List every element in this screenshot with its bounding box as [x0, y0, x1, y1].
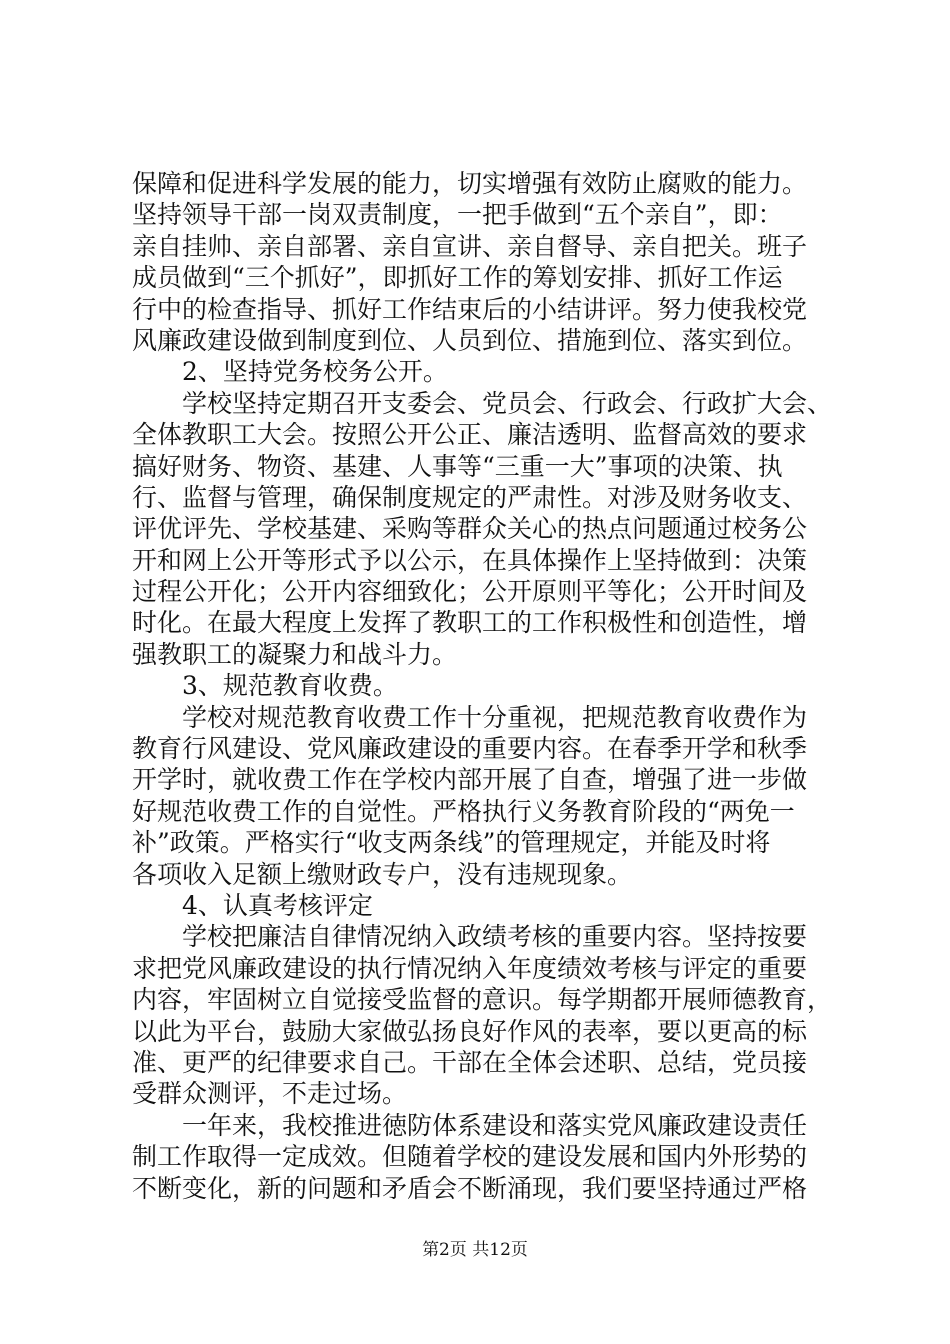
page-number-footer: 第2页 共12页	[422, 1240, 528, 1260]
text-line: 评优评先、学校基建、采购等群众关心的热点问题通过校务公	[132, 514, 808, 544]
text-line: 成员做到“三个抓好”，即抓好工作的筹划安排、抓好工作运	[132, 263, 783, 293]
document-body	[132, 168, 832, 1204]
text-line: 好规范收费工作的自觉性。严格执行义务教育阶段的“两免一	[132, 796, 795, 826]
text-line: 3、规范教育收费。	[182, 671, 398, 701]
text-line: 一年来，我校推进徳防体系建设和落实党风廉政建设责任	[182, 1110, 808, 1140]
text-line: 开和网上公开等形式予以公示，在具体操作上坚持做到：决策	[132, 545, 808, 575]
text-line: 时化。在最大程度上发挥了教职工的工作积极性和创造性，增	[132, 608, 808, 638]
text-line: 补”政策。严格实行“收支两条线”的管理规定，并能及时将	[132, 828, 771, 858]
text-line: 过程公开化；公开内容细致化；公开原则平等化；公开时间及	[132, 577, 808, 607]
text-line: 全体教职工大会。按照公开公正、廉洁透明、监督高效的要求	[132, 420, 808, 450]
text-line: 亲自挂帅、亲自部署、亲自宣讲、亲自督导、亲自把关。班子	[132, 231, 808, 261]
text-line: 学校把廉洁自律情况纳入政绩考核的重要内容。坚持按要	[182, 922, 808, 952]
text-line: 受群众测评，不走过场。	[132, 1079, 408, 1109]
text-line: 求把党风廉政建设的执行情况纳入年度绩效考核与评定的重要	[132, 953, 808, 983]
text-line: 以此为平台，鼓励大家做弘扬良好作风的表率，要以更高的标	[132, 1016, 808, 1046]
text-line: 学校对规范教育收费工作十分重视，把规范教育收费作为	[182, 702, 808, 732]
text-line: 内容，牢固树立自觉接受监督的意识。每学期都开展师德教育，	[132, 985, 832, 1015]
text-line: 学校坚持定期召开支委会、党员会、行政会、行政扩大会、	[182, 388, 832, 418]
text-line: 不断变化，新的问题和矛盾会不断涌现，我们要坚持通过严格	[132, 1173, 808, 1203]
text-line: 各项收入足额上缴财政专户，没有违规现象。	[132, 859, 633, 889]
text-line: 制工作取得一定成效。但随着学校的建设发展和国内外形势的	[132, 1142, 808, 1172]
text-line: 行、监督与管理，确保制度规定的严肃性。对涉及财务收支、	[132, 482, 808, 512]
text-line: 4、认真考核评定	[182, 890, 373, 920]
text-line: 教育行风建设、党风廉政建设的重要内容。在春季开学和秋季	[132, 734, 808, 764]
text-line: 准、更严的纪律要求自己。干部在全体会述职、总结，党员接	[132, 1047, 808, 1077]
text-line: 风廉政建设做到制度到位、人员到位、措施到位、落实到位。	[132, 325, 808, 355]
text-line: 行中的检查指导、抓好工作结束后的小结讲评。努力使我校党	[132, 294, 808, 324]
text-line: 强教职工的凝聚力和战斗力。	[132, 639, 458, 669]
text-line: 开学时，就收费工作在学校内部开展了自查，增强了进一步做	[132, 765, 808, 795]
text-line: 坚持领导干部一岗双责制度，一把手做到“五个亲自”，即：	[132, 200, 783, 230]
text-line: 保障和促进科学发展的能力，切实增强有效防止腐败的能力。	[132, 169, 808, 198]
text-line: 搞好财务、物资、基建、人事等“三重一大”事项的决策、执	[132, 451, 783, 481]
text-line: 2、坚持党务校务公开。	[182, 357, 448, 387]
